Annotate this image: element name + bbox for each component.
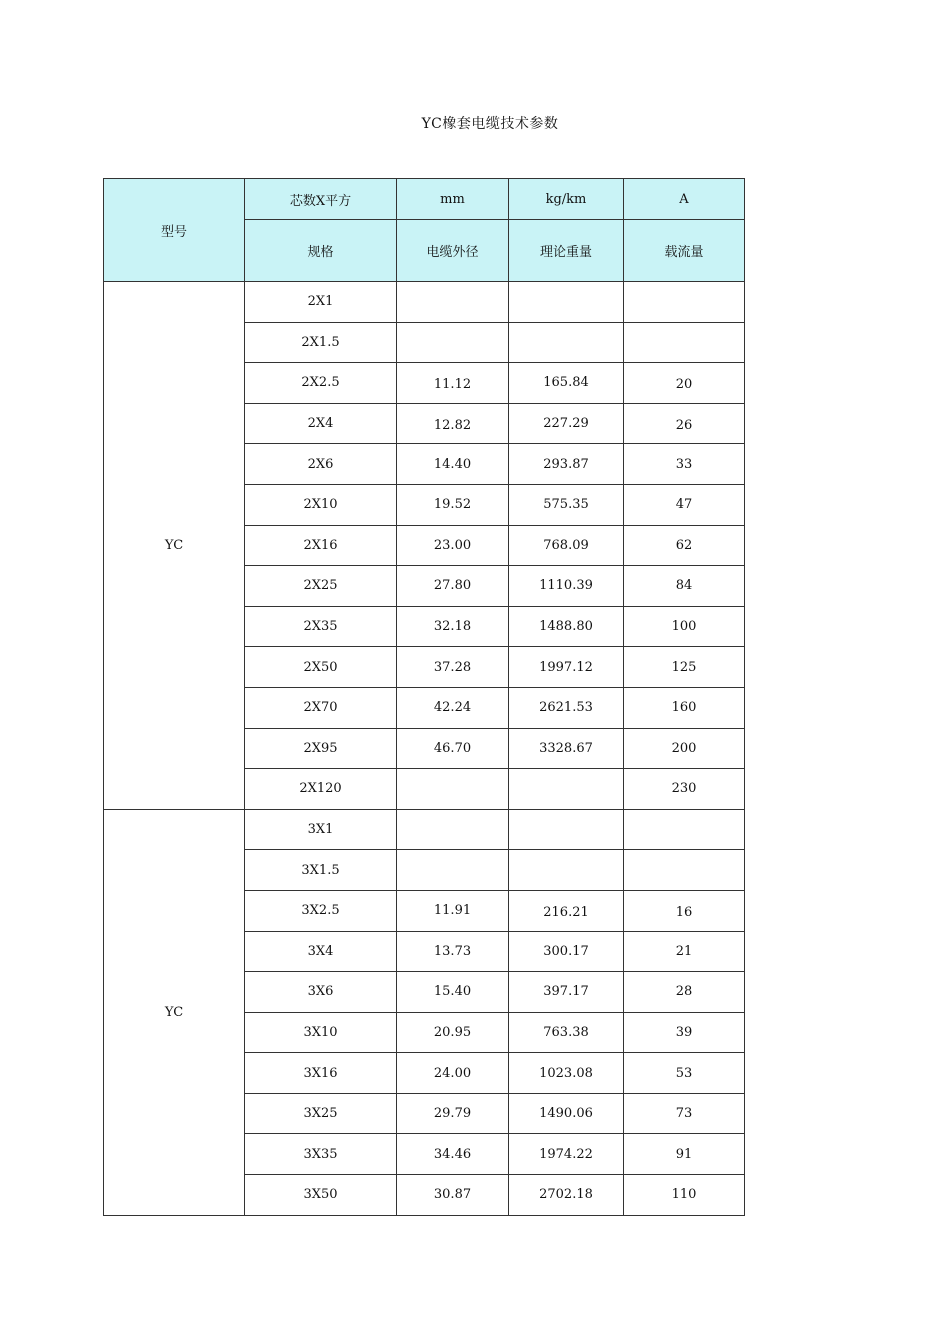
header-unit-kgkm: kg/km [509,179,624,220]
diameter-cell: 37.28 [397,647,509,688]
header-row-units [104,179,745,220]
weight-cell [509,850,624,891]
weight-cell: 293.87 [509,444,624,485]
weight-cell: 1110.39 [509,566,624,607]
diameter-cell: 13.73 [397,931,509,972]
header-cores-area: 芯数X平方 [245,179,397,220]
spec-cell: 2X25 [245,566,397,607]
weight-cell: 3328.67 [509,728,624,769]
weight-cell: 763.38 [509,1012,624,1053]
diameter-cell: 11.91 [397,890,509,931]
diameter-cell: 15.40 [397,972,509,1013]
current-cell: 200 [624,728,745,769]
diameter-value: 12.82 [433,417,472,433]
header-type: 型号 [104,179,245,282]
diameter-cell: 46.70 [397,728,509,769]
current-cell [624,809,745,850]
spec-cell: 3X10 [245,1012,397,1053]
weight-cell [509,769,624,810]
spec-cell: 3X2.5 [245,890,397,931]
current-value: 20 [675,376,693,392]
diameter-cell [397,769,509,810]
type-cell: YC [104,282,245,810]
current-cell: 53 [624,1053,745,1094]
weight-cell [509,322,624,363]
current-cell: 230 [624,769,745,810]
spec-cell: 2X95 [245,728,397,769]
weight-cell: 1488.80 [509,606,624,647]
diameter-cell: 29.79 [397,1093,509,1134]
weight-cell: 300.17 [509,931,624,972]
diameter-cell: 30.87 [397,1175,509,1216]
current-cell: 73 [624,1093,745,1134]
diameter-cell: 42.24 [397,687,509,728]
current-value: 16 [675,904,693,920]
spec-cell: 2X50 [245,647,397,688]
current-cell: 110 [624,1175,745,1216]
weight-cell: 1997.12 [509,647,624,688]
current-cell: 21 [624,931,745,972]
diameter-cell: 23.00 [397,525,509,566]
current-cell: 100 [624,606,745,647]
weight-cell: 575.35 [509,484,624,525]
spec-cell: 2X70 [245,687,397,728]
diameter-cell [397,403,509,444]
weight-cell [509,890,624,931]
current-cell: 125 [624,647,745,688]
spec-cell: 3X1.5 [245,850,397,891]
current-cell [624,850,745,891]
type-cell: YC [104,809,245,1215]
spec-cell: 2X35 [245,606,397,647]
weight-cell: 1023.08 [509,1053,624,1094]
diameter-cell [397,809,509,850]
spec-cell: 3X4 [245,931,397,972]
current-cell [624,403,745,444]
spec-cell: 2X1 [245,282,397,323]
current-cell: 84 [624,566,745,607]
diameter-cell: 32.18 [397,606,509,647]
weight-value: 216.21 [543,904,589,920]
weight-cell: 768.09 [509,525,624,566]
current-cell [624,322,745,363]
spec-cell: 3X16 [245,1053,397,1094]
current-cell: 160 [624,687,745,728]
weight-cell [509,282,624,323]
diameter-value: 11.12 [433,376,472,392]
diameter-cell [397,322,509,363]
page-title: YC橡套电缆技术参数 [421,116,559,132]
spec-cell: 2X120 [245,769,397,810]
header-unit-mm: mm [397,179,509,220]
current-value: 26 [675,417,693,433]
weight-cell: 165.84 [509,363,624,404]
spec-cell: 3X6 [245,972,397,1013]
spec-cell: 2X6 [245,444,397,485]
header-current: 载流量 [624,220,745,282]
spec-cell: 2X16 [245,525,397,566]
diameter-cell: 34.46 [397,1134,509,1175]
header-diameter: 电缆外径 [397,220,509,282]
weight-cell [509,809,624,850]
current-cell [624,282,745,323]
header-spec: 规格 [245,220,397,282]
current-cell: 62 [624,525,745,566]
diameter-cell: 19.52 [397,484,509,525]
spec-cell: 2X10 [245,484,397,525]
cable-spec-table [103,178,745,1216]
table-row [104,809,745,850]
diameter-cell: 24.00 [397,1053,509,1094]
spec-cell: 2X4 [245,403,397,444]
current-cell: 33 [624,444,745,485]
weight-cell: 1490.06 [509,1093,624,1134]
current-cell: 47 [624,484,745,525]
weight-cell: 2702.18 [509,1175,624,1216]
weight-cell: 1974.22 [509,1134,624,1175]
header-weight: 理论重量 [509,220,624,282]
current-cell: 39 [624,1012,745,1053]
diameter-cell [397,282,509,323]
weight-cell: 227.29 [509,403,624,444]
weight-cell: 2621.53 [509,687,624,728]
weight-cell: 397.17 [509,972,624,1013]
spec-cell: 3X1 [245,809,397,850]
table-row [104,282,745,323]
diameter-cell [397,363,509,404]
diameter-cell: 14.40 [397,444,509,485]
diameter-cell: 27.80 [397,566,509,607]
diameter-cell [397,850,509,891]
spec-cell: 3X25 [245,1093,397,1134]
current-cell: 91 [624,1134,745,1175]
current-cell: 28 [624,972,745,1013]
current-cell [624,890,745,931]
table-body [104,179,745,1216]
spec-cell: 3X50 [245,1175,397,1216]
current-cell [624,363,745,404]
header-unit-a: A [624,179,745,220]
spec-cell: 2X2.5 [245,363,397,404]
diameter-cell: 20.95 [397,1012,509,1053]
spec-cell: 2X1.5 [245,322,397,363]
spec-cell: 3X35 [245,1134,397,1175]
